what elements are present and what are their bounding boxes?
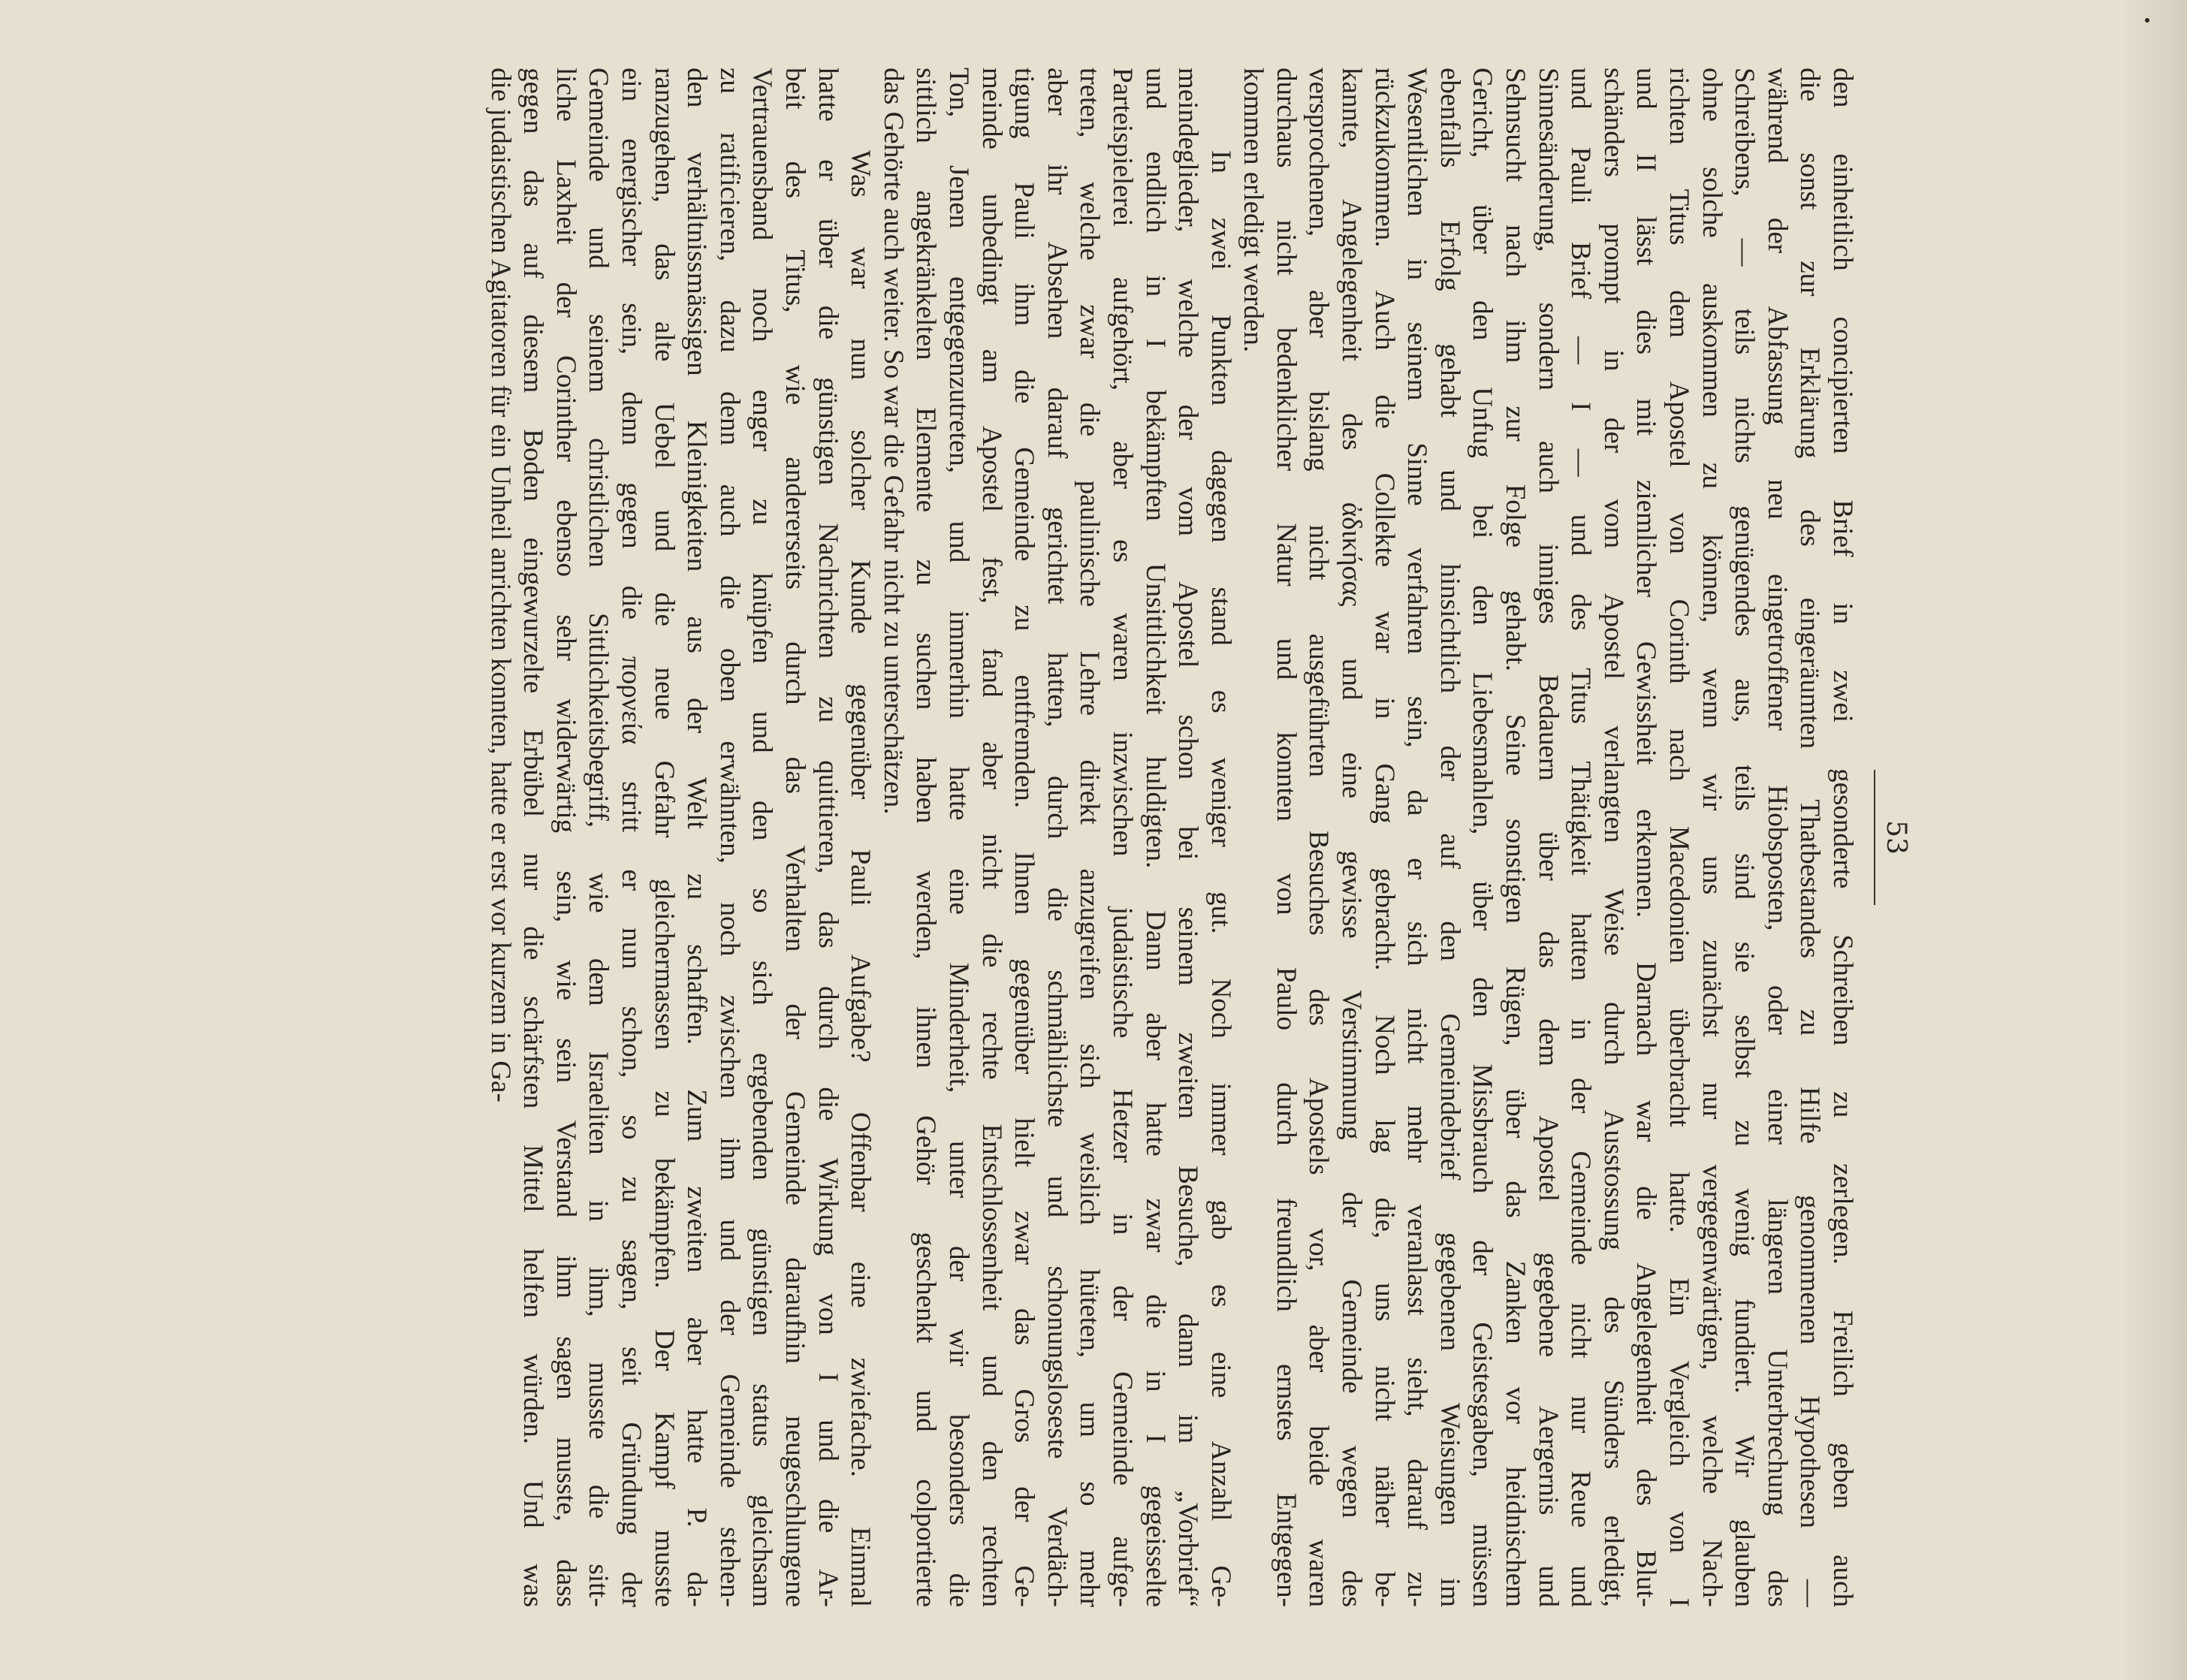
text-line: das Gehörte auch weiter. So war die Gefahr nicht zu unterschätzen. [877, 68, 909, 815]
text-line: liche Laxheit der Corinther ebenso sehr widerwärtig sein, wie sein Verstand ihm sagen musste, dass [550, 68, 581, 1607]
text-line: Parteispielerei aufgehört, aber es waren inzwischen judaistische Hetzer in der Gemeinde aufge- [1106, 68, 1138, 1607]
text-line: treten, welche zwar die paulinische Lehre direkt anzugreifen sich weislich hüteten, um so mehr [1074, 68, 1106, 1607]
text-line: ohne solche auskommen zu können, wenn wir uns zunächst nur vergegenwärtigen, welche Nach- [1696, 68, 1727, 1607]
text-line: und II lässt dies mit ziemlicher Gewissheit erkennen. Darnach war die Angelegenheit des Blut- [1630, 68, 1662, 1607]
text-line: den einheitlich concipierten Brief in zwei gesonderte Schreiben zu zerlegen. Freilich geben auch [1827, 68, 1858, 1607]
text-line: sittlich angekränkelten Elemente zu suchen haben werden, ihnen Gehör geschenkt und colportierte [910, 68, 942, 1607]
text-line: Was war nun solcher Kunde gegenüber Pauli Aufgabe? Offenbar eine zwiefache. Einmal [845, 150, 876, 1607]
header-rule [1874, 770, 1875, 905]
text-line: den verhältnissmässigen Kleinigkeiten aus der Welt zu schaffen. Zum zweiten aber hatte P. da- [681, 68, 713, 1607]
text-line: die sonst zur Erklärung des eingeräumten Thatbestandes zu Hilfe genommenen Hypothesen — [1794, 68, 1826, 1607]
text-line: schänders prompt in der vom Apostel verlangten Weise durch Ausstossung des Sünders erledigt, [1597, 68, 1629, 1607]
text-line: ebenfalls Erfolg gehabt und hinsichtlich der auf den Gemeindebrief gegebenen Weisungen im [1434, 68, 1465, 1607]
text-line: während der Abfassung neu eingetroffener Hiobsposten, oder einer längeren Unterbrechung des [1761, 68, 1793, 1607]
text-line: meindeglieder, welche der vom Apostel schon bei seinem zweiten Besuche, dann im „Vorbrief“ [1172, 68, 1204, 1607]
page-header [1866, 68, 1911, 1607]
text-line: kommen erledigt werden. [1238, 68, 1269, 353]
text-line: durchaus nicht bedenklicher Natur und konnten von Paulo durch freundlich ernstes Entgegen- [1270, 68, 1302, 1607]
text-line: Wesentlichen in seinem Sinne verfahren sein, da er sich nicht mehr veranlasst sieht, darauf zu- [1401, 68, 1433, 1607]
page-number: 53 [1881, 820, 1911, 855]
text-line: versprochenen, aber bislang nicht ausgeführten Besuches des Apostels vor, aber beide waren [1303, 68, 1335, 1607]
text-line: rückzukommen. Auch die Collekte war in Gang gebracht. Noch lag die, uns nicht näher be- [1368, 68, 1400, 1607]
paragraph [1237, 68, 1859, 1607]
text-line: Gericht, über den Unfug bei den Liebesmahlen, über den Missbrauch der Geistesgaben, müssen [1467, 68, 1498, 1607]
text-line: und endlich in I bekämpften Unsittlichkeit huldigten. Dann aber hatte zwar die in I gegeisselte [1139, 68, 1171, 1607]
paragraph [484, 68, 876, 1607]
corner-mark [2145, 18, 2149, 23]
rotated-page-content [184, 68, 1911, 1607]
paragraph [876, 68, 1237, 1607]
page-edge-shadow [2119, 0, 2187, 1680]
text-line: Schreibens, — teils nichts genügendes aus, teils sind sie selbst zu wenig fundiert. Wir glauben [1729, 68, 1760, 1607]
text-line: meinde unbedingt am Apostel fest, fand aber nicht die rechte Entschlossenheit und den rechten [976, 68, 1007, 1607]
text-line: zu ratificieren, dazu denn auch die oben erwähnten, noch zwischen ihm und der Gemeinde stehen- [713, 68, 745, 1607]
text-line: und Pauli Brief — I — und des Titus Thätigkeit hatten in der Gemeinde nicht nur Reue und [1565, 68, 1597, 1607]
text-line: In zwei Punkten dagegen stand es weniger gut. Noch immer gab es eine Anzahl Ge- [1205, 150, 1236, 1607]
text-line: ein energischer sein, denn gegen die πορνεία stritt er nun schon, so zu sagen, seit Gründung der [616, 68, 647, 1607]
text-line: hatte er über die günstigen Nachrichten zu quittieren, das durch die Wirkung von I und die Ar- [812, 68, 843, 1607]
text-line: Sehnsucht nach ihm zur Folge gehabt. Seine sonstigen Rügen, über das Zanken vor heidnischem [1500, 68, 1531, 1607]
text-line: Vertrauensband noch enger zu knüpfen und den so sich ergebenden günstigen status gleichsam [747, 68, 778, 1607]
text-line: Gemeinde und seinem christlichen Sittlichkeitsbegriff, wie dem Israeliten in ihm, musste die sitt- [583, 68, 614, 1607]
text-line: gegen das auf diesem Boden eingewurzelte Erbübel nur die schärfsten Mittel helfen würden. Und was [517, 68, 549, 1607]
text-line: aber ihr Absehen darauf gerichtet hatten, durch die schmählichste und schonungsloseste Verdäch- [1041, 68, 1072, 1607]
text-line: richten Titus dem Apostel von Corinth nach Macedonien überbracht hatte. Ein Vergleich von I [1664, 68, 1695, 1607]
text-line: Sinnesänderung, sondern auch inniges Bedauern über das dem Apostel gegebene Aergernis und [1532, 68, 1564, 1607]
text-line: kannte, Angelegenheit des ἀδικήσας und eine gewisse Verstimmung der Gemeinde wegen des [1336, 68, 1368, 1607]
body-text [484, 68, 1859, 1607]
text-line: die judaistischen Agitatoren für ein Unheil anrichten konnten, hatte er erst vor kurzem in Ga- [484, 68, 516, 1102]
text-line: beit des Titus, wie andererseits durch das Verhalten der Gemeinde daraufhin neugeschlungene [780, 68, 810, 1607]
text-line: tigung Pauli ihm die Gemeinde zu entfremden. Ihnen gegenüber hielt zwar das Gros der Ge- [1009, 68, 1040, 1607]
text-line: ranzugehen, das alte Uebel und die neue Gefahr gleichermassen zu bekämpfen. Der Kampf musste [648, 68, 680, 1607]
text-line: Ton, Jenen entgegenzutreten, und immerhin hatte eine Minderheit, unter der wir besonders die [943, 68, 974, 1607]
